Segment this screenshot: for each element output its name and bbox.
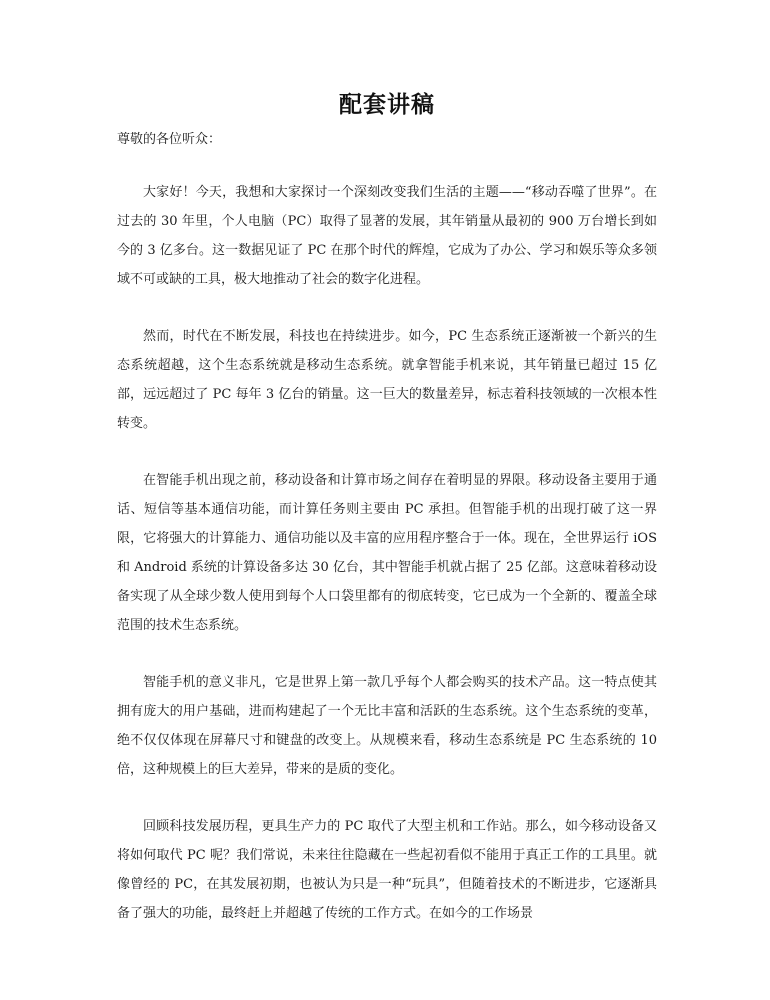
paragraph-3: 在智能手机出现之前，移动设备和计算市场之间存在着明显的界限。移动设备主要用于通话、短信等基本通信功能，而计算任务则主要由 PC 承担。但智能手机的出现打破了这一界限，它将强大的计算能力、通信功能以及丰富的应用程序整合于一体。现在，全世界运行 iOS 和 Android 系统的计算设备多达 30 亿台，其中智能手机就占据了 25 亿部。这意味着移动设备实现了从全球少数人使用到每个人口袋里都有的彻底转变，它已成为一个全新的、覆盖全球范围的技术生态系统。 bbox=[117, 473, 657, 633]
paragraph-gap bbox=[117, 438, 657, 466]
document-title: 配套讲稿 bbox=[339, 91, 435, 118]
paragraph-gap bbox=[117, 640, 657, 668]
paragraph-4: 智能手机的意义非凡，它是世界上第一款几乎每个人都会购买的技术产品。这一特点使其拥有庞大的用户基础，进而构建起了一个无比丰富和活跃的生态系统。这个生态系统的变革，绝不仅仅体现在屏幕尺寸和键盘的改变上。从规模来看，移动生态系统是 PC 生态系统的 10 倍，这种规模上的巨大差异，带来的是质的变化。 bbox=[117, 675, 657, 777]
paragraph-gap bbox=[117, 294, 657, 322]
salutation: 尊敬的各位听众： bbox=[117, 132, 222, 147]
paragraph-1: 大家好！今天，我想和大家探讨一个深刻改变我们生活的主题——“移动吞噬了世界”。在过去的 30 年里，个人电脑（PC）取得了显著的发展，其年销量从最初的 900 万台增长到如今的 3 亿多台。这一数据见证了 PC 在那个时代的辉煌，它成为了办公、学习和娱乐等众多领域不可或缺的工具，极大地推动了社会的数字化进程。 bbox=[117, 185, 657, 287]
paragraph-5: 回顾科技发展历程，更具生产力的 PC 取代了大型主机和工作站。那么，如今移动设备又将如何取代 PC 呢？我们常说，未来往往隐藏在一些起初看似不能用于真正工作的工具里。就像曾经的 PC，在其发展初期，也被认为只是一种“玩具”，但随着技术的不断进步，它逐渐具备了强大的功能，最终赶上并超越了传统的工作方式。在如今的工作场景 bbox=[117, 819, 657, 921]
paragraph-gap bbox=[117, 154, 657, 178]
paragraph-gap bbox=[117, 784, 657, 812]
paragraph-2: 然而，时代在不断发展，科技也在持续进步。如今，PC 生态系统正逐渐被一个新兴的生态系统超越，这个生态系统就是移动生态系统。就拿智能手机来说，其年销量已超过 15 亿部，远远超过了 PC 每年 3 亿台的销量。这一巨大的数量差异，标志着科技领域的一次根本性转变。 bbox=[117, 329, 657, 431]
